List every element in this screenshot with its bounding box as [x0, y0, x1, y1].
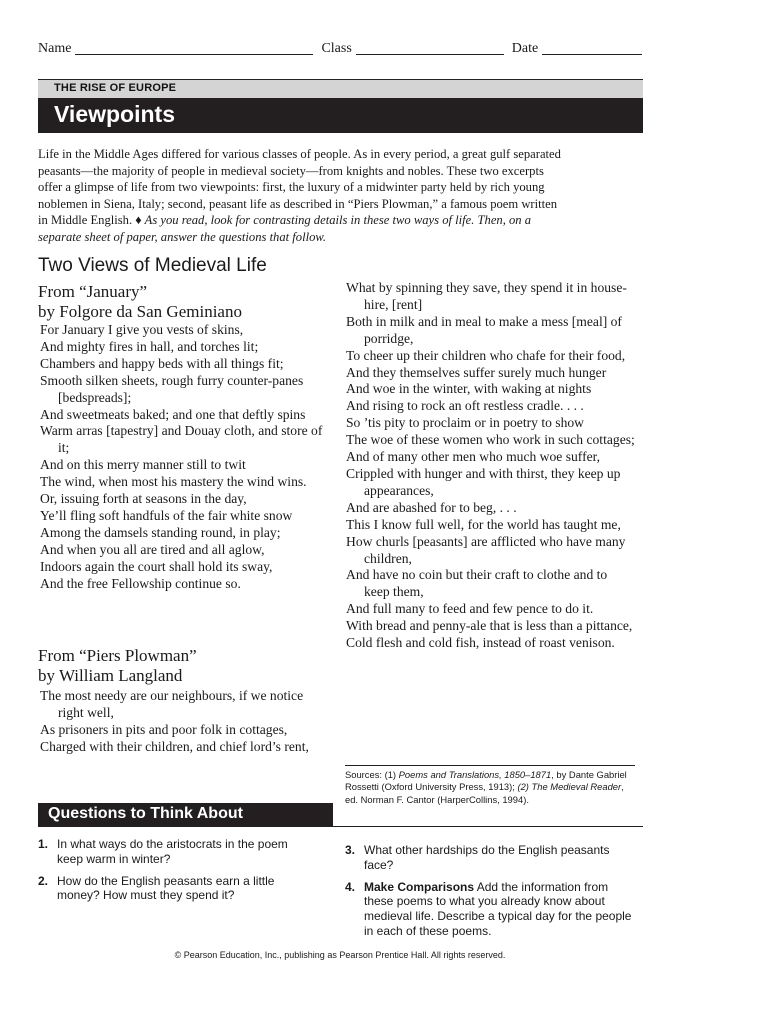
poem1-title [38, 282, 242, 322]
poem-line: To cheer up their children who chafe for their food, [346, 347, 626, 363]
sources-mid-2: , ed. Norman F. Cantor (HarperCollins, 1994). [345, 781, 624, 805]
question-number: 2. [38, 873, 49, 888]
sources-note [345, 765, 635, 806]
intro-text: Life in the Middle Ages differed for various classes of people. As in every period, a great gulf separated peasants—the majority of people in medieval society—from knights and nobles. These two excerpts offer a glimpse of life from two viewpoints: first, the luxury of a midwinter party held by rich young noblemen in Siena, Italy; second, peasant life as described in “Piers Plowman,” a famous poem written in Middle English. [38, 147, 561, 228]
poem-line: What by spinning they save, they spend it in house-hire, [rent] [346, 280, 627, 312]
poem-line: And the free Fellowship continue so. [40, 575, 241, 591]
poem1-author: by Folgore da San Geminiano [38, 302, 242, 321]
poem-line: Cold flesh and cold fish, instead of roast venison. [346, 635, 615, 651]
poem-line: The wind, when most his mastery the wind wins. [40, 474, 307, 490]
questions-heading: Questions to Think About [48, 805, 243, 822]
poem-line: Chambers and happy beds with all things fit; [40, 355, 284, 371]
question-text: How do the English peasants earn a little money? How must they spend it? [57, 873, 275, 903]
question-1 [38, 837, 313, 867]
poem-line: And have no coin but their craft to clothe and to keep them, [346, 567, 608, 600]
poem-line: Warm arras [tapestry] and Douay cloth, and store of it; [40, 423, 323, 456]
question-body: Add the information from these poems to what you already know about medieval life. Describe a typical day for the people in each of these poems. [364, 879, 632, 938]
poem-line: The woe of these women who work in such cottages; [346, 432, 635, 448]
copyright-footer: © Pearson Education, Inc., publishing as Pearson Prentice Hall. All rights reserved. [174, 950, 506, 960]
question-text: In what ways do the aristocrats in the poem keep warm in winter? [57, 837, 288, 866]
poem-line: As prisoners in pits and poor folk in cottages, [40, 721, 288, 737]
poem-line: The most needy are our neighbours, if we notice right well, [40, 688, 304, 720]
poem2-author: by William Langland [38, 666, 183, 685]
question-number: 3. [345, 843, 356, 857]
poem-line: Smooth silken sheets, rough furry counter-panes [bedspreads]; [40, 372, 304, 405]
poem2-title-line1: From “Piers Plowman” [38, 646, 197, 665]
poem-line: And full many to feed and few pence to do it. [346, 601, 594, 617]
poem-line: And mighty fires in hall, and torches lit; [40, 338, 259, 354]
page-title: Viewpoints [54, 101, 175, 127]
poem-line: And woe in the winter, with waking at nights [346, 381, 592, 397]
chapter-banner [38, 79, 643, 98]
poem-line: For January I give you vests of skins, [40, 322, 244, 337]
sources-prefix: Sources: (1) [345, 769, 399, 780]
class-field[interactable] [356, 40, 504, 55]
intro-paragraph [38, 146, 568, 246]
poem-line: And rising to rock an oft restless cradle. . . . [346, 398, 584, 414]
poem-line: And when you all are tired and all aglow, [40, 541, 265, 557]
name-field[interactable] [75, 40, 313, 55]
question-keyword: Make Comparisons [364, 879, 475, 894]
poem2-body-right [346, 280, 636, 652]
date-label: Date [511, 41, 539, 56]
poem2-title [38, 646, 197, 686]
reading-instruction: As you read, look for contrasting details in these two ways of life. Then, on a separate sheet of paper, answer the questions that follow. [38, 213, 532, 244]
questions-heading-bar [38, 803, 333, 827]
question-2 [38, 874, 313, 904]
source-book-2: (2) The Medieval Reader [517, 781, 622, 793]
poem2-body-left [40, 688, 330, 756]
poem-line: And of many other men who much woe suffer, [346, 449, 601, 465]
poem-line: Charged with their children, and chief lord’s rent, [40, 738, 309, 754]
question-text [364, 880, 635, 939]
question-4 [345, 880, 635, 939]
poem1-body [40, 322, 330, 593]
question-text: What other hardships do the English peasants face? [364, 843, 610, 872]
poem-line: So ’tis pity to proclaim or in poetry to show [346, 415, 585, 431]
poem-line: Both in milk and in meal to make a mess [meal] of porridge, [346, 313, 622, 346]
poem-line: Indoors again the court shall hold its sway, [40, 558, 273, 574]
class-label: Class [321, 41, 352, 56]
name-label: Name [38, 41, 72, 56]
poem-line: How churls [peasants] are afflicted who have many children, [346, 533, 626, 566]
diamond-bullet-icon: ♦ [135, 213, 142, 228]
source-book-1: Poems and Translations, 1850–1871 [398, 769, 552, 780]
section-title: Two Views of Medieval Life [38, 255, 267, 276]
questions-left [38, 837, 313, 910]
poem-line: Or, issuing forth at seasons in the day, [40, 491, 247, 507]
date-field[interactable] [542, 40, 642, 55]
poem-line: Among the damsels standing round, in play; [40, 524, 281, 540]
poem-line: And are abashed for to beg, . . . [346, 499, 517, 515]
title-banner [38, 98, 643, 133]
poem-line: And on this merry manner still to twit [40, 457, 246, 473]
sources-mid-1: , by Dante Gabriel Rossetti (Oxford University Press, 1913); [345, 769, 627, 793]
poem-line: This I know full well, for the world has taught me, [346, 516, 621, 532]
chapter-title: THE RISE OF EUROPE [54, 82, 177, 94]
poem1-title-line1: From “January” [38, 282, 148, 301]
student-info-line [38, 40, 643, 57]
question-number: 1. [38, 837, 49, 851]
poem-line: Ye’ll fling soft handfuls of the fair white snow [40, 507, 293, 523]
question-3 [345, 843, 635, 873]
poem-line: And they themselves suffer surely much hunger [346, 364, 607, 380]
poem-line: And sweetmeats baked; and one that deftly spins [40, 406, 306, 422]
questions-right [345, 843, 635, 946]
question-number: 4. [345, 879, 356, 894]
questions-divider [333, 826, 643, 827]
poem-line: Crippled with hunger and with thirst, they keep up appearances, [346, 465, 621, 498]
poem-line: With bread and penny-ale that is less than a pittance, [346, 618, 633, 634]
